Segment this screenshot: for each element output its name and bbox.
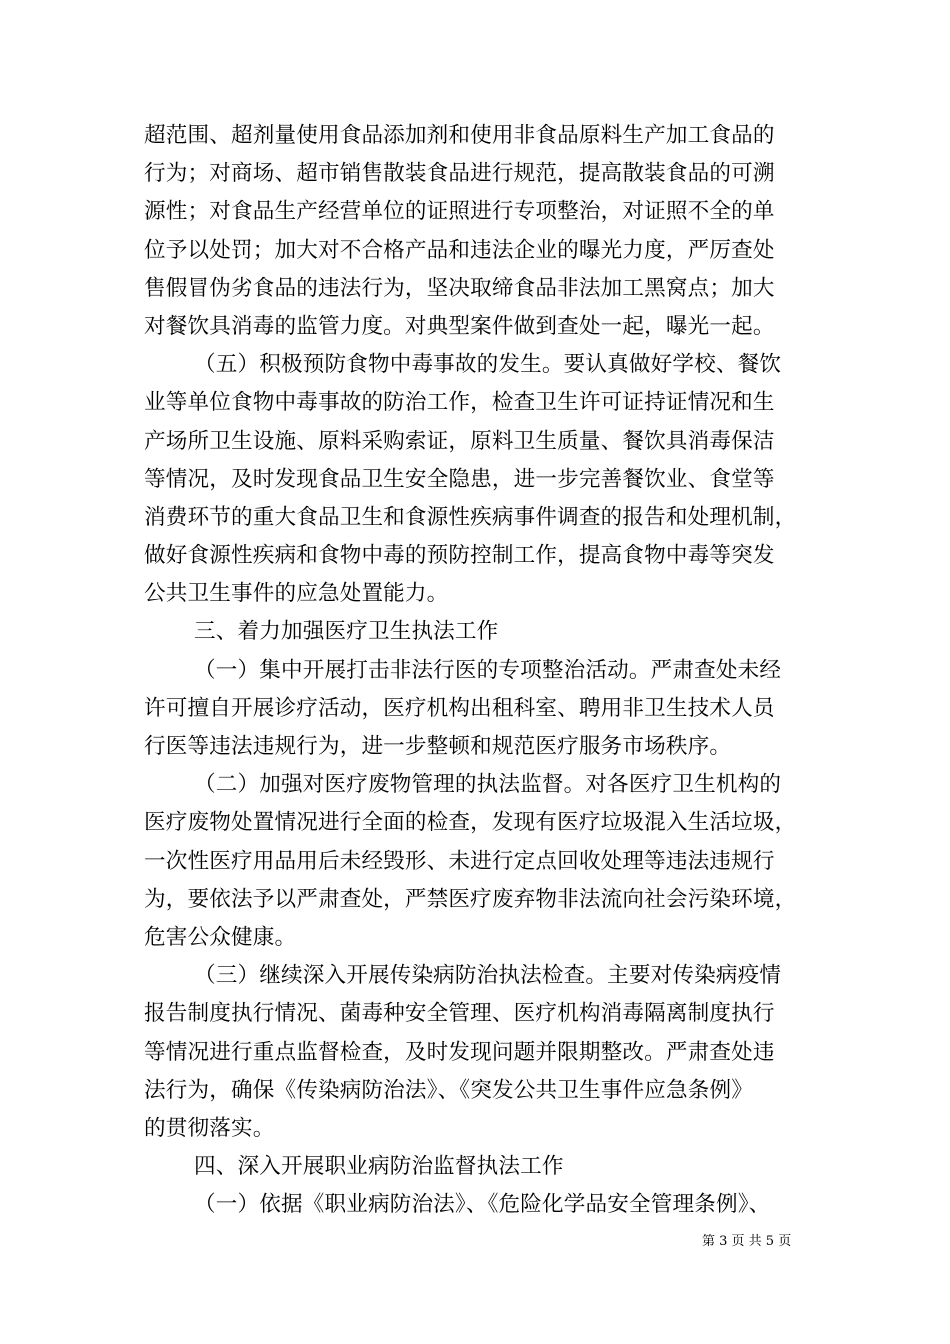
- body-line: 超范围、超剂量使用食品添加剂和使用非食品原料生产加工食品的: [144, 123, 775, 148]
- section-heading: 四、深入开展职业病防治监督执法工作: [194, 1154, 564, 1180]
- body-line: 报告制度执行情况、菌毒种安全管理、医疗机构消毒隔离制度执行: [144, 1001, 775, 1027]
- body-line: 许可擅自开展诊疗活动，医疗机构出租科室、聘用非卫生技术人员: [144, 695, 775, 721]
- paragraph-start-line: （五）积极预防食物中毒事故的发生。要认真做好学校、餐饮: [194, 352, 782, 378]
- body-line: 做好食源性疾病和食物中毒的预防控制工作，提高食物中毒等突发: [144, 543, 775, 569]
- body-line: 为，要依法予以严肃查处，严禁医疗废弃物非法流向社会污染环境，: [144, 886, 797, 912]
- body-line: 行医等违法违规行为，进一步整顿和规范医疗服务市场秩序。: [144, 734, 732, 759]
- paragraph-start-line: （一）集中开展打击非法行医的专项整治活动。严肃查处未经: [194, 657, 782, 683]
- body-line: 行为；对商场、超市销售散装食品进行规范，提高散装食品的可溯: [144, 161, 775, 187]
- body-line: 消费环节的重大食品卫生和食源性疾病事件调查的报告和处理机制，: [144, 504, 797, 530]
- body-line: 源性；对食品生产经营单位的证照进行专项整治，对证照不全的单: [144, 199, 775, 225]
- body-line: 等情况，及时发现食品卫生安全隐患，进一步完善餐饮业、食堂等: [144, 466, 775, 492]
- body-line: 公共卫生事件的应急处置能力。: [144, 581, 449, 607]
- body-line: 法行为，确保《传染病防治法》、《突发公共卫生事件应急条例》: [144, 1077, 753, 1103]
- body-line: 位予以处罚；加大对不合格产品和违法企业的曝光力度，严厉查处: [144, 237, 775, 263]
- body-line: 医疗废物处置情况进行全面的检查，发现有医疗垃圾混入生活垃圾，: [144, 810, 797, 836]
- body-line: 业等单位食物中毒事故的防治工作，检查卫生许可证持证情况和生: [144, 390, 775, 416]
- body-line: 等情况进行重点监督检查，及时发现问题并限期整改。严肃查处违: [144, 1039, 775, 1065]
- body-line: 售假冒伪劣食品的违法行为，坚决取缔食品非法加工黑窝点；加大: [144, 275, 775, 301]
- body-line: 的贯彻落实。: [144, 1115, 275, 1141]
- body-line: 产场所卫生设施、原料采购索证，原料卫生质量、餐饮具消毒保洁: [144, 428, 775, 454]
- document-body: [144, 117, 810, 1224]
- section-heading: 三、着力加强医疗卫生执法工作: [194, 619, 499, 645]
- body-line: 对餐饮具消毒的监管力度。对典型案件做到查处一起，曝光一起。: [144, 313, 775, 339]
- paragraph-start-line: （二）加强对医疗废物管理的执法监督。对各医疗卫生机构的: [194, 772, 782, 798]
- body-line: 一次性医疗用品用后未经毁形、未进行定点回收处理等违法违规行: [144, 848, 775, 874]
- page-number-footer: 第 3 页 共 5 页: [702, 1234, 792, 1249]
- paragraph-start-line: （三）继续深入开展传染病防治执法检查。主要对传染病疫情: [194, 963, 782, 989]
- body-line: 危害公众健康。: [144, 924, 297, 950]
- paragraph-start-line: （一）依据《职业病防治法》、《危险化学品安全管理条例》、: [194, 1192, 771, 1218]
